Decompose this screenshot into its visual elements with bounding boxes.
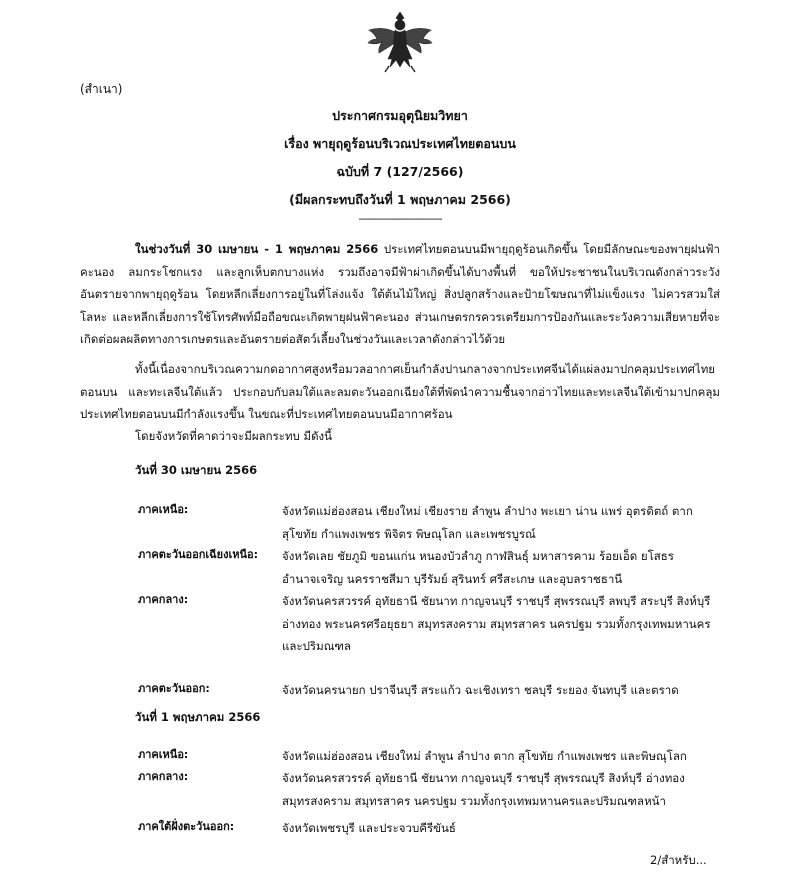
day1-region-north: ภาคเหนือ:	[138, 503, 189, 516]
day1-region-northeast: ภาคตะวันออกเฉียงเหนือ:	[138, 548, 259, 561]
copy-label: (สำเนา)	[80, 82, 123, 96]
day2-provinces-north: จังหวัดแม่ฮ่องสอน เชียงใหม่ ลำพูน ลำปาง ตาก สุโขทัย กำแพงเพชร และพิษณุโลก	[282, 749, 687, 763]
day1-region-central: ภาคกลาง:	[138, 593, 189, 606]
day2-provinces-south-east-coast: จังหวัดเพชรบุรี และประจวบคีรีขันธ์	[282, 821, 456, 835]
day2-provinces-central: จังหวัดนครสวรรค์ อุทัยธานี ชัยนาท กาญจนบุรี ราชบุรี สุพรรณบุรี สิงห์บุรี อ่างทอง สมุทรสงคราม สมุทรสาคร นครปฐม รวมทั้งกรุงเทพมหานครและปริมณฑลหน้า	[282, 771, 685, 808]
day1-provinces-east: จังหวัดนครนายก ปราจีนบุรี สระแก้ว ฉะเชิงเทรา ชลบุรี ระยอง จันทบุรี และตราด	[282, 683, 679, 697]
day2-region-north: ภาคเหนือ:	[138, 748, 189, 761]
page-continuation-note: 2/สำหรับ...	[650, 853, 707, 867]
heading-divider: ----------------------------	[358, 212, 442, 225]
paragraph-warning-body: ประเทศไทยตอนบนมีพายุฤดูร้อนเกิดขึ้น โดยมีลักษณะของพายุฝนฟ้าคะนอง ลมกระโชกแรง และลูกเห็บตกบางแห่ง รวมถึงอาจมีฟ้าผ่าเกิดขึ้นได้บางพื้นที่ ขอให้ประชาชนในบริเวณดังกล่าวระวังอันตรายจากพายุฤดูร้อน โดยหลีกเลี่ยงการอยู่ในที่โล่งแจ้ง ใต้ต้นไม้ใหญ่ สิ่งปลูกสร้างและป้ายโฆษณาที่ไม่แข็งแรง ไม่ควรสวมใส่โลหะ และหลีกเลี่ยงการใช้โทรศัพท์มือถือขณะเกิดพายุฝนฟ้าคะนอง ส่วนเกษตรกรควรเตรียมการป้องกันและระวังความเสียหายที่จะเกิดต่อผลผลิตทางการเกษตรและอันตรายต่อสัตว์เลี้ยงในช่วงวันและเวลาดังกล่าวไว้ด้วย	[80, 242, 720, 346]
paragraph-cause: ทั้งนี้เนื่องจากบริเวณความกดอากาศสูงหรือมวลอากาศเย็นกำลังปานกลางจากประเทศจีนได้แผ่ลงมาปกคลุมประเทศไทยตอนบน และทะเลจีนใต้แล้ว ประกอบกับลมใต้และลมตะวันออกเฉียงใต้ที่พัดนำความชื้นจากอ่าวไทยและทะเลจีนใต้เข้ามาปกคลุมประเทศไทยตอนบนมีกำลังแรงขึ้น ในขณะที่ประเทศไทยตอนบนมีอากาศร้อน	[80, 362, 720, 421]
day1-provinces-north: จังหวัดแม่ฮ่องสอน เชียงใหม่ เชียงราย ลำพูน ลำปาง พะเยา น่าน แพร่ อุตรดิตถ์ ตาก สุโขทัย กำแพงเพชร พิจิตร พิษณุโลก และเพชรบูรณ์	[282, 504, 693, 541]
day2-region-south-east-coast: ภาคใต้ฝั่งตะวันออก:	[138, 820, 235, 833]
announcement-issue: ฉบับที่ 7 (127/2566)	[336, 164, 464, 179]
day1-provinces-northeast: จังหวัดเลย ชัยภูมิ ขอนแก่น หนองบัวลำภู กาฬสินธุ์ มหาสารคาม ร้อยเอ็ด ยโสธร อำนาจเจริญ นครราชสีมา บุรีรัมย์ สุรินทร์ ศรีสะเกษ และอุบลราชธานี	[282, 549, 674, 586]
day2-region-central: ภาคกลาง:	[138, 770, 189, 783]
day1-date: วันที่ 30 เมษายน 2566	[135, 463, 258, 477]
paragraph-warning-lead: ในช่วงวันที่ 30 เมษายน - 1 พฤษภาคม 2566	[135, 242, 379, 256]
announcement-effective-date: (มีผลกระทบถึงวันที่ 1 พฤษภาคม 2566)	[289, 192, 511, 207]
paragraph-warning	[80, 238, 720, 351]
announcement-subject: เรื่อง พายุฤดูร้อนบริเวณประเทศไทยตอนบน	[284, 136, 516, 151]
announcement-title: ประกาศกรมอุตุนิยมวิทยา	[332, 108, 468, 123]
day2-date: วันที่ 1 พฤษภาคม 2566	[135, 710, 261, 724]
day1-provinces-central: จังหวัดนครสวรรค์ อุทัยธานี ชัยนาท กาญจนบุรี ราชบุรี สุพรรณบุรี ลพบุรี สระบุรี สิงห์บุรี อ่างทอง พระนครศรีอยุธยา สมุทรสงคราม สมุทรสาคร นครปฐม รวมทั้งกรุงเทพมหานครและปริมณฑล	[282, 594, 711, 653]
garuda-emblem-icon	[365, 8, 435, 74]
day1-region-east: ภาคตะวันออก:	[138, 682, 210, 695]
affected-provinces-intro: โดยจังหวัดที่คาดว่าจะมีผลกระทบ มีดังนี้	[135, 429, 333, 443]
